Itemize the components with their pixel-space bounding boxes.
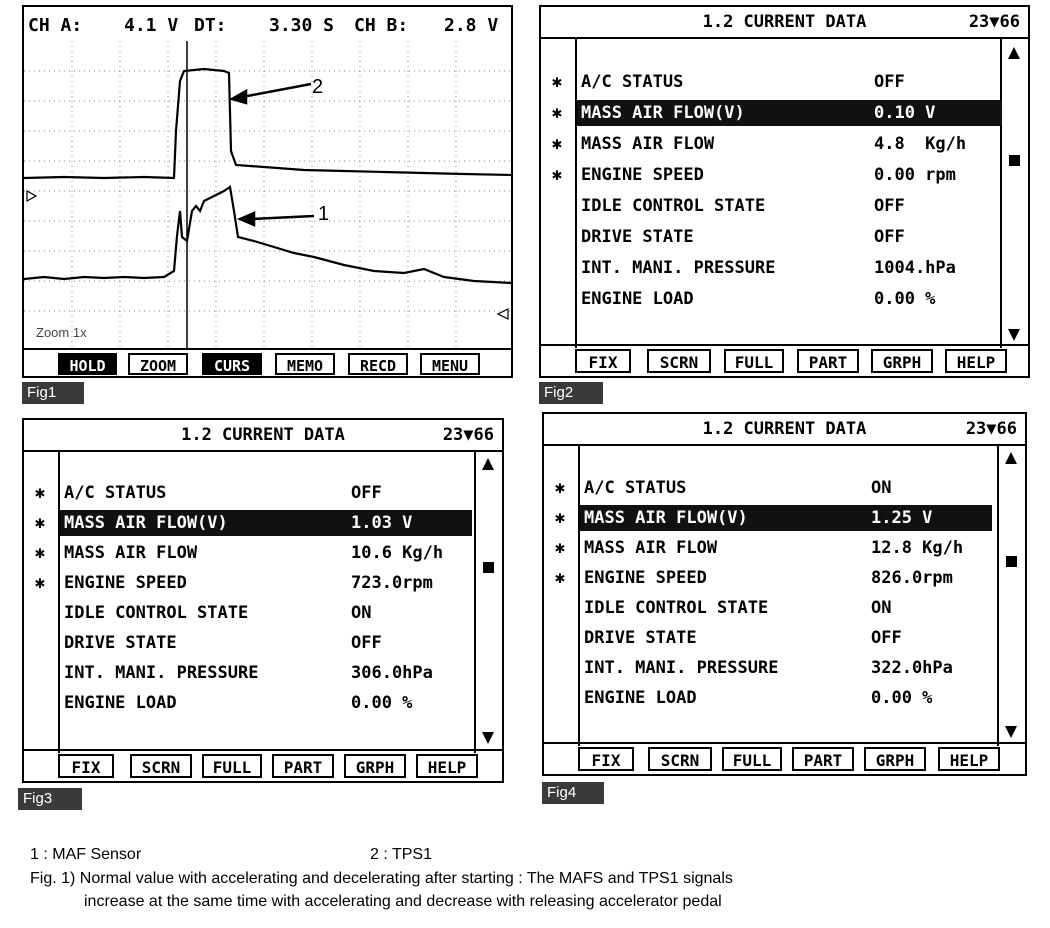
selected-star-icon: ✱ xyxy=(554,508,566,528)
data-row[interactable] xyxy=(580,685,992,711)
row-value: 0.00 % xyxy=(874,289,936,309)
scope-button-bar xyxy=(24,348,511,378)
full-button[interactable]: FULL xyxy=(202,754,262,778)
curs-button[interactable]: CURS xyxy=(202,353,262,375)
caption-line-1: Fig. 1) Normal value with accelerating and decelerating after starting : The MAFS and TPS1 signals xyxy=(30,870,733,887)
selected-star-icon: ✱ xyxy=(551,103,563,123)
memo-button[interactable]: MEMO xyxy=(275,353,335,375)
zoom-button[interactable]: ZOOM xyxy=(128,353,188,375)
data-row-highlighted[interactable] xyxy=(554,505,992,531)
ch-b-value: 2.8 V xyxy=(444,15,499,36)
row-value: ON xyxy=(871,478,892,498)
data-row[interactable] xyxy=(577,286,1002,312)
trace-tps1 xyxy=(24,69,511,178)
data-row[interactable] xyxy=(577,224,1002,250)
scroll-thumb-icon[interactable] xyxy=(483,562,494,573)
dt-value: 3.30 S xyxy=(269,15,335,36)
scrollbar[interactable] xyxy=(997,444,1025,746)
row-label: INT. MANI. PRESSURE xyxy=(581,258,776,278)
item-counter: 23▼66 xyxy=(965,419,1017,439)
row-label: DRIVE STATE xyxy=(64,633,177,653)
function-button-bar xyxy=(24,749,502,781)
selected-star-icon: ✱ xyxy=(551,165,563,185)
row-value: 10.6 Kg/h xyxy=(351,543,444,563)
data-row[interactable] xyxy=(34,570,472,596)
ch-a-label: CH A: xyxy=(28,15,83,36)
scroll-up-icon[interactable] xyxy=(1008,47,1020,59)
row-value: 826.0rpm xyxy=(871,568,953,588)
callout-1: 1 xyxy=(318,203,330,225)
grph-button[interactable]: GRPH xyxy=(864,747,926,771)
selected-star-icon: ✱ xyxy=(554,478,566,498)
part-button[interactable]: PART xyxy=(272,754,334,778)
legend-tps1: 2 : TPS1 xyxy=(370,846,432,863)
row-label: A/C STATUS xyxy=(64,483,167,503)
grph-button[interactable]: GRPH xyxy=(344,754,406,778)
panel-title: 1.2 CURRENT DATA xyxy=(181,425,345,445)
scope-waveform-display[interactable] xyxy=(24,41,511,348)
data-row[interactable] xyxy=(551,69,1002,95)
panel-title: 1.2 CURRENT DATA xyxy=(702,419,867,439)
scroll-down-icon[interactable] xyxy=(482,732,494,744)
row-label: MASS AIR FLOW(V) xyxy=(64,513,228,533)
row-value: OFF xyxy=(874,72,905,92)
scrn-button[interactable]: SCRN xyxy=(647,349,711,373)
full-button[interactable]: FULL xyxy=(724,349,784,373)
data-row[interactable] xyxy=(580,595,992,621)
function-button-bar xyxy=(544,742,1025,774)
row-value: OFF xyxy=(351,633,382,653)
current-data-panel-fig3 xyxy=(22,418,504,783)
part-button[interactable]: PART xyxy=(792,747,854,771)
scroll-up-icon[interactable] xyxy=(482,458,494,470)
row-label: INT. MANI. PRESSURE xyxy=(64,663,259,683)
row-label: INT. MANI. PRESSURE xyxy=(584,658,779,678)
row-value: ON xyxy=(871,598,892,618)
row-label: MASS AIR FLOW xyxy=(64,543,198,563)
grph-button[interactable]: GRPH xyxy=(871,349,933,373)
row-value: 306.0hPa xyxy=(351,663,433,683)
help-button[interactable]: HELP xyxy=(416,754,478,778)
row-value: 1004.hPa xyxy=(874,258,956,278)
row-value: 322.0hPa xyxy=(871,658,953,678)
scrn-button[interactable]: SCRN xyxy=(648,747,712,771)
scope-header xyxy=(24,7,511,45)
row-label: MASS AIR FLOW xyxy=(584,538,718,558)
part-button[interactable]: PART xyxy=(797,349,859,373)
row-label: MASS AIR FLOW(V) xyxy=(584,508,748,528)
data-row[interactable] xyxy=(551,131,1002,157)
scope-grid xyxy=(24,41,511,348)
fig2-tag: Fig2 xyxy=(539,382,603,404)
hold-button[interactable]: HOLD xyxy=(58,353,117,375)
row-label: IDLE CONTROL STATE xyxy=(581,196,766,216)
row-value: 12.8 Kg/h xyxy=(871,538,964,558)
selected-star-icon: ✱ xyxy=(34,573,46,593)
data-row-highlighted[interactable] xyxy=(551,100,1002,126)
row-label: A/C STATUS xyxy=(581,72,684,92)
row-value: 0.00 % xyxy=(871,688,933,708)
row-value: OFF xyxy=(874,196,905,216)
data-row[interactable] xyxy=(554,565,992,591)
help-button[interactable]: HELP xyxy=(945,349,1007,373)
ch-b-label: CH B: xyxy=(354,15,409,36)
row-value: 1.03 V xyxy=(351,513,413,533)
data-row[interactable] xyxy=(60,660,472,686)
row-label: DRIVE STATE xyxy=(581,227,694,247)
scroll-down-icon[interactable] xyxy=(1005,726,1017,738)
item-counter: 23▼66 xyxy=(968,12,1020,32)
row-label: IDLE CONTROL STATE xyxy=(584,598,769,618)
row-value: 0.00 rpm xyxy=(874,165,956,185)
row-value: OFF xyxy=(351,483,382,503)
data-row[interactable] xyxy=(34,540,472,566)
data-row[interactable] xyxy=(60,630,472,656)
data-row[interactable] xyxy=(577,193,1002,219)
row-label: MASS AIR FLOW xyxy=(581,134,715,154)
row-label: ENGINE SPEED xyxy=(64,573,187,593)
zoom-level: Zoom 1x xyxy=(36,325,87,340)
scroll-thumb-icon[interactable] xyxy=(1009,155,1020,166)
row-label: IDLE CONTROL STATE xyxy=(64,603,249,623)
row-label: A/C STATUS xyxy=(584,478,687,498)
recd-button[interactable]: RECD xyxy=(348,353,408,375)
item-counter: 23▼66 xyxy=(442,425,494,445)
selected-star-icon: ✱ xyxy=(34,483,46,503)
row-label: DRIVE STATE xyxy=(584,628,697,648)
fig4-tag: Fig4 xyxy=(542,782,604,804)
ch-a-marker-icon xyxy=(27,191,36,201)
row-label: ENGINE LOAD xyxy=(584,688,697,708)
scroll-thumb-icon[interactable] xyxy=(1006,556,1017,567)
data-row[interactable] xyxy=(554,475,992,501)
row-label: ENGINE LOAD xyxy=(581,289,694,309)
data-row[interactable] xyxy=(554,535,992,561)
row-value: 723.0rpm xyxy=(351,573,433,593)
full-button[interactable]: FULL xyxy=(722,747,782,771)
fix-button[interactable]: FIX xyxy=(575,349,631,373)
scroll-up-icon[interactable] xyxy=(1005,452,1017,464)
arrow-1-icon xyxy=(240,213,314,225)
row-value: 0.10 V xyxy=(874,103,936,123)
trace-maf xyxy=(24,187,511,283)
row-value: 4.8 Kg/h xyxy=(874,134,967,154)
fig3-tag: Fig3 xyxy=(18,788,82,810)
fix-button[interactable]: FIX xyxy=(58,754,114,778)
panel-header xyxy=(541,7,1028,39)
fix-button[interactable]: FIX xyxy=(578,747,634,771)
row-label: ENGINE SPEED xyxy=(581,165,704,185)
row-label: ENGINE SPEED xyxy=(584,568,707,588)
selected-star-icon: ✱ xyxy=(551,72,563,92)
row-value: 0.00 % xyxy=(351,693,413,713)
menu-button[interactable]: MENU xyxy=(420,353,480,375)
arrow-2-icon xyxy=(232,84,311,103)
current-data-panel-fig4 xyxy=(542,412,1027,776)
data-row[interactable] xyxy=(580,655,992,681)
scrn-button[interactable]: SCRN xyxy=(130,754,192,778)
legend-maf-sensor: 1 : MAF Sensor xyxy=(30,846,142,863)
scrollbar[interactable] xyxy=(474,450,502,753)
selected-star-icon: ✱ xyxy=(554,568,566,588)
row-label: ENGINE LOAD xyxy=(64,693,177,713)
current-data-panel-fig2 xyxy=(539,5,1030,378)
ch-a-value: 4.1 V xyxy=(124,15,179,36)
panel-header xyxy=(544,414,1025,446)
scope-panel xyxy=(22,5,513,378)
help-button[interactable]: HELP xyxy=(938,747,1000,771)
function-button-bar xyxy=(541,344,1028,376)
data-row[interactable] xyxy=(60,600,472,626)
data-row[interactable] xyxy=(580,625,992,651)
selected-star-icon: ✱ xyxy=(34,543,46,563)
selected-star-icon: ✱ xyxy=(554,538,566,558)
panel-title: 1.2 CURRENT DATA xyxy=(702,12,867,32)
selected-star-icon: ✱ xyxy=(34,513,46,533)
caption-line-2: increase at the same time with accelerating and decrease with releasing accelerator pedal xyxy=(84,893,722,910)
selected-star-icon: ✱ xyxy=(551,134,563,154)
row-value: OFF xyxy=(874,227,905,247)
row-value: ON xyxy=(351,603,372,623)
data-row[interactable] xyxy=(551,162,1002,188)
data-row[interactable] xyxy=(577,255,1002,281)
data-row[interactable] xyxy=(34,480,472,506)
row-value: OFF xyxy=(871,628,902,648)
scrollbar[interactable] xyxy=(1000,37,1028,348)
scroll-down-icon[interactable] xyxy=(1008,329,1020,341)
callout-2: 2 xyxy=(312,76,324,98)
row-value: 1.25 V xyxy=(871,508,933,528)
data-row-highlighted[interactable] xyxy=(34,510,472,536)
data-row[interactable] xyxy=(60,690,472,716)
panel-header xyxy=(24,420,502,452)
row-label: MASS AIR FLOW(V) xyxy=(581,103,745,123)
dt-label: DT: xyxy=(194,15,227,36)
fig1-tag: Fig1 xyxy=(22,382,84,404)
